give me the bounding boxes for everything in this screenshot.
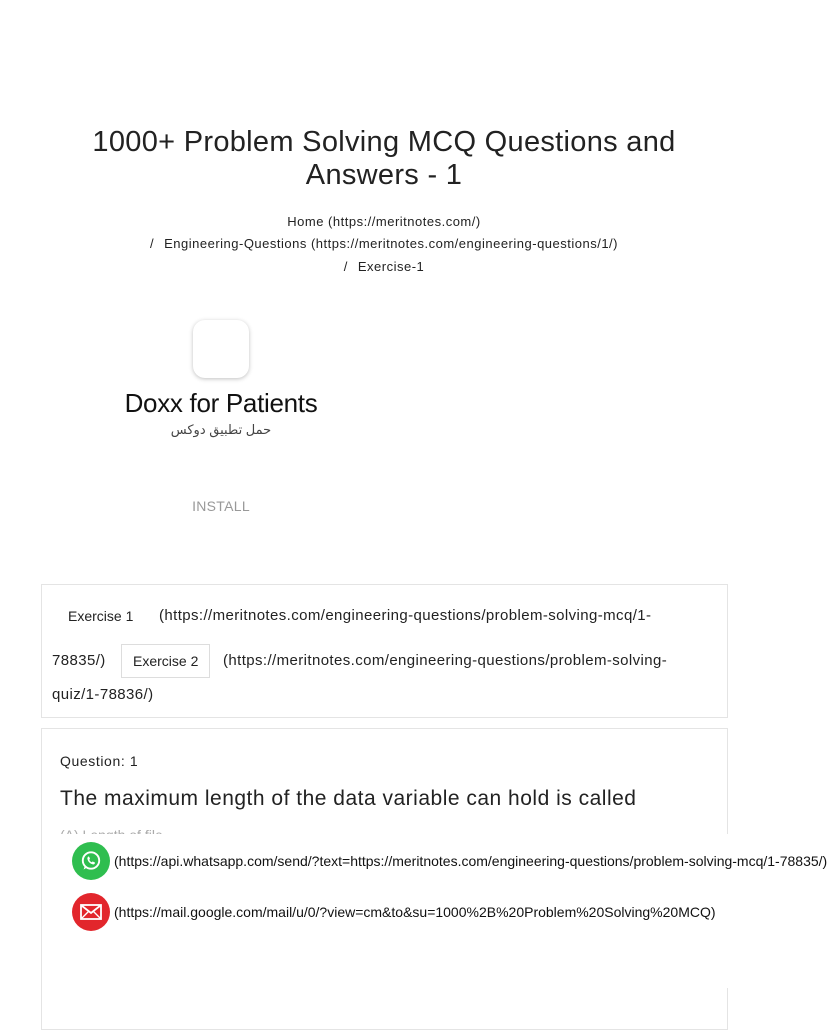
exercise-1-button[interactable]: Exercise 1 xyxy=(68,608,134,624)
app-icon[interactable] xyxy=(193,320,249,378)
ad-subtitle: حمل تطبيق دوكس xyxy=(170,422,272,437)
install-button[interactable]: INSTALL xyxy=(192,498,250,514)
breadcrumb-separator: / xyxy=(343,259,348,274)
exercise-1-url-line-2[interactable]: 78835/) xyxy=(52,652,106,669)
whatsapp-share-link[interactable]: (https://api.whatsapp.com/send/?text=https://meritnotes.com/engineering-questions/problem-solving-mcq/1-78835/) xyxy=(114,853,827,869)
question-text: The maximum length of the data variable can hold is called xyxy=(60,787,637,810)
exercise-2-url-line-2[interactable]: quiz/1-78836/) xyxy=(52,686,154,703)
page-title-line-2: Answers - 1 xyxy=(305,159,463,191)
whatsapp-icon[interactable] xyxy=(72,842,110,880)
breadcrumb-current xyxy=(0,259,768,274)
gmail-share-link[interactable]: (https://mail.google.com/mail/u/0/?view=cm&to&su=1000%2B%20Problem%20Solving%20MCQ) xyxy=(114,904,716,920)
exercise-1-url-line-1[interactable]: (https://meritnotes.com/engineering-questions/problem-solving-mcq/1- xyxy=(159,607,652,624)
question-number: Question: 1 xyxy=(60,753,139,769)
exercise-2-button[interactable]: Exercise 2 xyxy=(121,644,210,678)
breadcrumb-home-link[interactable]: Home (https://meritnotes.com/) xyxy=(287,214,481,229)
ad-app-name[interactable]: Doxx for Patients xyxy=(124,388,318,418)
breadcrumb-home[interactable] xyxy=(0,214,768,229)
share-panel xyxy=(42,834,827,988)
breadcrumb-engineering-link[interactable]: Engineering-Questions (https://meritnotes.com/engineering-questions/1/) xyxy=(164,236,618,251)
question-option-partial[interactable] xyxy=(60,827,163,834)
page-title xyxy=(60,126,708,192)
breadcrumb-current-label: Exercise-1 xyxy=(357,259,425,274)
breadcrumb-separator: / xyxy=(149,236,155,251)
breadcrumb-engineering[interactable] xyxy=(0,236,768,251)
page-title-line-1: 1000+ Problem Solving MCQ Questions and xyxy=(92,126,676,158)
gmail-share-row[interactable] xyxy=(72,893,772,931)
mail-icon[interactable] xyxy=(72,893,110,931)
exercise-2-url-line-1[interactable]: (https://meritnotes.com/engineering-questions/problem-solving- xyxy=(223,652,668,669)
whatsapp-share-row[interactable] xyxy=(72,842,827,880)
